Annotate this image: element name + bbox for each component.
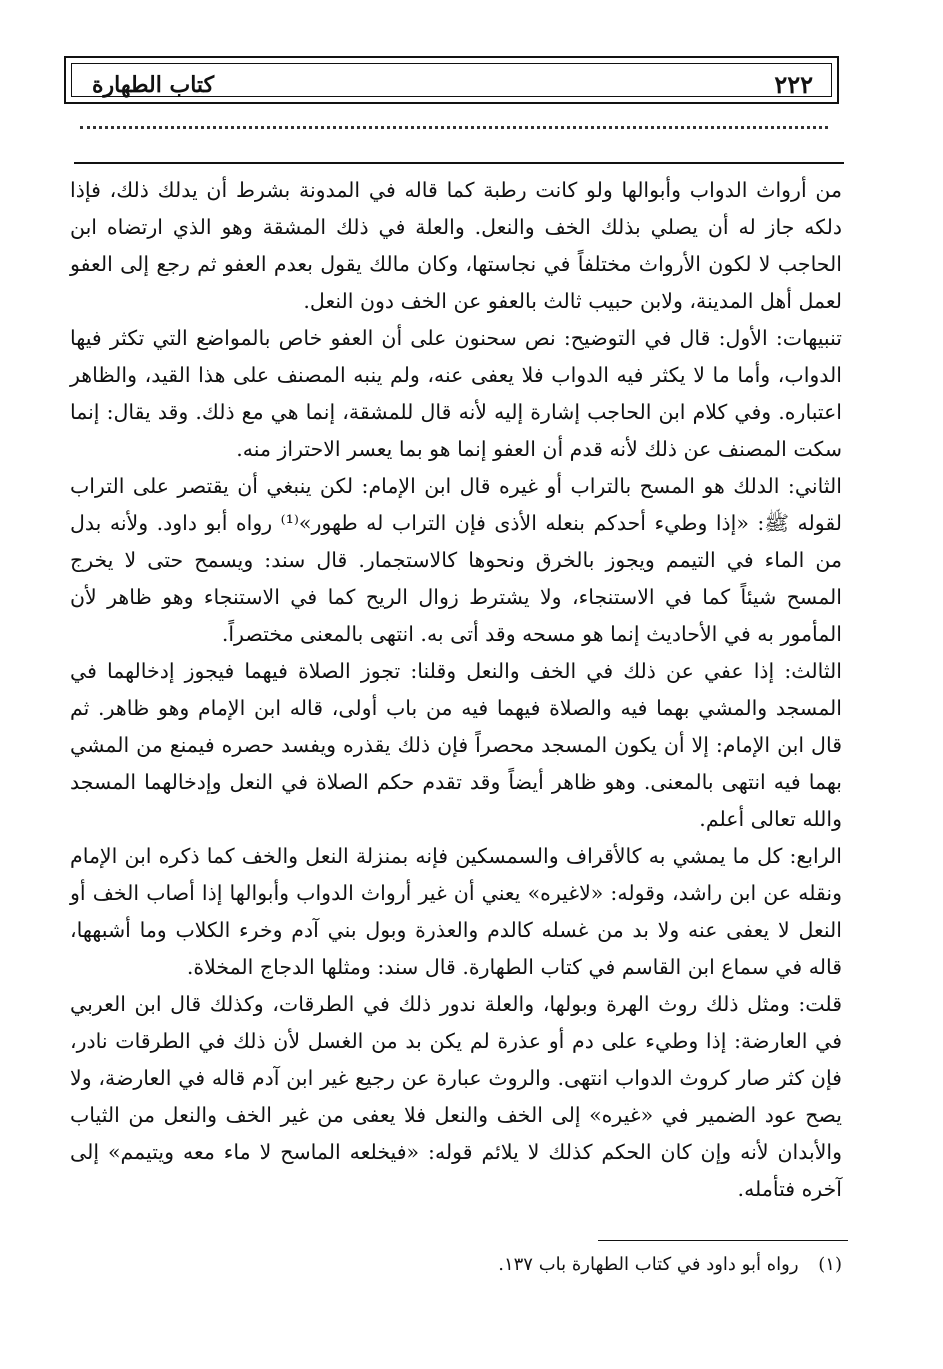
footnote-number: (١)	[818, 1254, 842, 1275]
running-title: كتاب الطهارة	[92, 72, 215, 98]
header-rule	[74, 162, 844, 164]
dotted-separator	[80, 122, 828, 129]
page-header	[64, 56, 839, 104]
paragraph: الثالث: إذا عفي عن ذلك في الخف والنعل وقلنا: تجوز الصلاة فيهما فيجوز إدخالهما في المسجد والمشي بهما فيه والصلاة فيهما فيه من باب أولى، قاله ابن الإمام وهو ظاهر. ثم قال ابن الإمام: إلا أن يكون المسجد محصراً فإن ذلك يقذره ويفسد حصره فيمنع من المشي بهما فيه انتهى بالمعنى. وهو ظاهر أيضاً وقد تقدم حكم الصلاة في النعل وإدخالهما المسجد والله تعالى أعلم.	[70, 659, 842, 831]
paragraph: تنبيهات: الأول: قال في التوضيح: نص سحنون على أن العفو خاص بالمواضع التي تكثر فيها الدواب، وأما ما لا يكثر فيه الدواب فلا يعفى عنه، ولم ينبه المصنف على هذا القيد، والظاهر اعتباره. وفي كلام ابن الحاجب إشارة إليه لأنه قال للمشقة، إنما هي مع ذلك. وقد يقال: إنما سكت المصنف عن ذلك لأنه قدم أن العفو إنما هو بما يعسر الاحتراز منه.	[70, 326, 842, 461]
footnote	[70, 1250, 842, 1280]
paragraph: الثاني: الدلك هو المسح بالتراب أو غيره قال ابن الإمام: لكن ينبغي أن يقتصر على التراب لقوله ﷺ: «إذا وطيء أحدكم بنعله الأذى فإن التراب له طهور»⁽¹⁾ رواه أبو داود. ولأنه بدل من الماء في التيمم ويجوز بالخرق ونحوها كالاستجمار. قال سند: ويسمح حتى لا يخرج المسح شيئاً كما في الاستنجاء، ولا يشترط زوال الريح كما في الاستنجاء وهو ظاهر لأن المأمور به في الأحاديث إنما هو مسحه وقد أتى به. انتهى بالمعنى مختصراً.	[70, 474, 842, 646]
footnote-text: رواه أبو داود في كتاب الطهارة باب ١٣٧.	[498, 1254, 799, 1275]
paragraph: من أرواث الدواب وأبوالها ولو كانت رطبة كما قاله في المدونة بشرط أن يدلك ذلك، فإذا دلكه جاز له أن يصلي بذلك الخف والنعل. والعلة في ذلك المشقة وهو الذي ارتضاه ابن الحاجب لا لكون الأرواث مختلفاً في نجاستها، وكان مالك يقول بعدم العفو ثم رجع إلى العفو لعمل أهل المدينة، ولابن حبيب ثالث بالعفو عن الخف دون النعل.	[70, 178, 842, 313]
body-text	[70, 172, 842, 1208]
paragraph: الرابع: كل ما يمشي به كالأقراف والسمسكين فإنه بمنزلة النعل والخف كما ذكره ابن الإمام ونقله عن ابن راشد، وقوله: «لاغيره» يعني أن غير أرواث الدواب وأبوالها إذا أصاب الخف أو النعل لا يعفى عنه ولا بد من غسله كالدم والعذرة وبول بني آدم وخرء الكلاب وما أشبهها، قاله في سماع ابن القاسم في كتاب الطهارة. قال سند: ومثلها الدجاج المخلاة.	[70, 844, 842, 979]
paragraph: قلت: ومثل ذلك روث الهرة وبولها، والعلة ندور ذلك في الطرقات، وكذلك قال ابن العربي في العارضة: إذا وطيء على دم أو عذرة لم يكن بد من الغسل لأن ذلك في الطرقات نادر، فإن كثر صار كروث الدواب انتهى. والروث عبارة عن رجيع غير ابن آدم قاله في العارضة، ولا يصح عود الضمير في «غيره» إلى الخف والنعل فلا يعفى من غير الخف والنعل من الثياب والأبدان لأنه وإن كان الحكم كذلك لا يلائم قوله: «فيخلعه الماسح لا ماء معه ويتيمم» إلى آخره فتأمله.	[70, 992, 842, 1201]
header-inner-frame	[71, 63, 832, 97]
page-number: ٢٢٢	[774, 70, 813, 99]
footnote-rule	[598, 1240, 848, 1241]
